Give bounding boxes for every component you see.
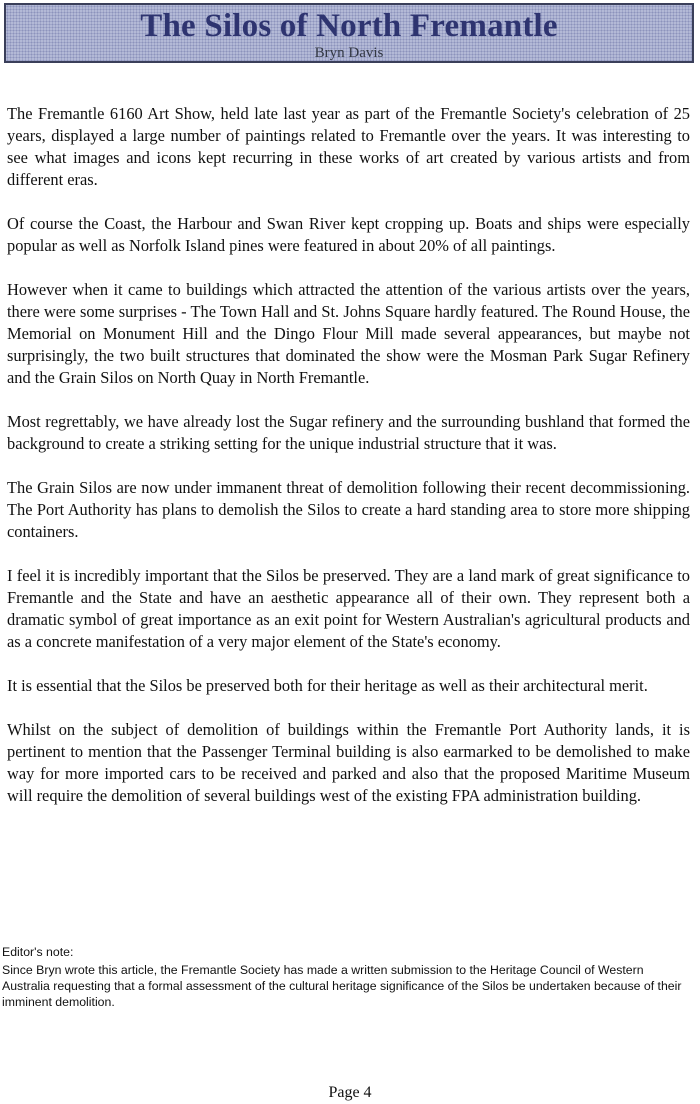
page-number: Page 4	[328, 1084, 372, 1101]
article-paragraph-3: However when it came to buildings which attracted the attention of the various artists over the years, there were some surprises - The Town Hall and St. Johns Square hardly featured. The Round House, the Memorial on Monument Hill and the Dingo Flour Mill made several appearances, but maybe not surprisingly, the two built structures that dominated the show were the Mosman Park Sugar Refinery and the Grain Silos on North Quay in North Fremantle.	[7, 280, 690, 387]
article-paragraph-7: It is essential that the Silos be preserved both for their heritage as well as their architectural merit.	[7, 676, 648, 695]
author-byline: Bryn Davis	[314, 45, 384, 61]
article-paragraph-5: The Grain Silos are now under immanent threat of demolition following their recent decommissioning. The Port Authority has plans to demolish the Silos to create a hard standing area to store more shipping containers.	[7, 478, 690, 541]
article-paragraph-4: Most regrettably, we have already lost the Sugar refinery and the surrounding bushland that formed the background to create a striking setting for the unique industrial structure that it was.	[7, 412, 690, 453]
editor-note-heading: Editor's note:	[2, 945, 74, 959]
editor-note-text: Since Bryn wrote this article, the Fremantle Society has made a written submission to the Heritage Council of Western Australia requesting that a formal assessment of the cultural heritage significance of the Silos be undertaken because of their imminent demolition.	[2, 963, 682, 1009]
article-paragraph-1: The Fremantle 6160 Art Show, held late last year as part of the Fremantle Society's celebration of 25 years, displayed a large number of paintings related to Fremantle over the years. It was interesting to see what images and icons kept recurring in these works of art created by various artists and from different eras.	[7, 104, 690, 189]
editor-note	[2, 944, 690, 1010]
article-paragraph-2: Of course the Coast, the Harbour and Swan River kept cropping up. Boats and ships were especially popular as well as Norfolk Island pines were featured in about 20% of all paintings.	[7, 214, 690, 255]
article-body	[7, 103, 690, 829]
article-paragraph-6: I feel it is incredibly important that the Silos be preserved. They are a land mark of great significance to Fremantle and the State and have an aesthetic appearance all of their own. They represent both a dramatic symbol of great importance as an exit point for Western Australian's agricultural products and as a concrete manifestation of a very major element of the State's economy.	[7, 566, 690, 651]
article-title: The Silos of North Fremantle	[140, 8, 558, 44]
title-banner	[4, 3, 694, 63]
article-paragraph-8: Whilst on the subject of demolition of buildings within the Fremantle Port Authority lands, it is pertinent to mention that the Passenger Terminal building is also earmarked to be demolished to make way for more imported cars to be received and parked and also that the proposed Maritime Museum will require the demolition of several buildings west of the existing FPA administration building.	[7, 720, 690, 805]
